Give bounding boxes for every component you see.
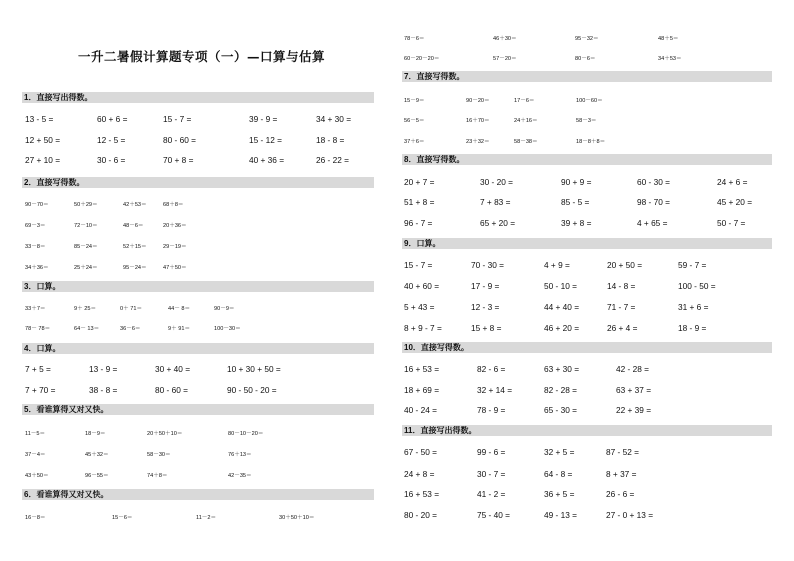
section-heading: 11．直接写出得数。 xyxy=(402,425,772,436)
problem-item: 17－6＝ xyxy=(514,98,535,104)
problem-item: 39 - 9 = xyxy=(249,114,278,124)
problem-item: 20＋50＋10＝ xyxy=(147,431,183,437)
problem-item: 58－3＝ xyxy=(576,118,597,124)
problem-item: 30 + 40 = xyxy=(155,364,191,374)
problem-item: 48＋5＝ xyxy=(658,36,679,42)
problem-item: 68＋8＝ xyxy=(163,202,184,208)
problem-item: 14 - 8 = xyxy=(607,281,636,291)
problem-item: 40 + 36 = xyxy=(249,155,285,165)
problem-item: 90 + 9 = xyxy=(561,177,592,187)
problem-item: 47＋50＝ xyxy=(163,265,187,271)
problem-item: 72－10＝ xyxy=(74,223,98,229)
problem-item: 12 + 50 = xyxy=(25,135,61,145)
problem-item: 40 + 60 = xyxy=(404,281,440,291)
problem-item: 90－70＝ xyxy=(25,202,49,208)
problem-item: 36 + 5 = xyxy=(544,489,575,499)
problem-item: 69－3＝ xyxy=(25,223,46,229)
problem-item: 30 - 6 = xyxy=(97,155,126,165)
problem-item: 87 - 52 = xyxy=(606,447,639,457)
problem-item: 31 + 6 = xyxy=(678,302,709,312)
problem-item: 15 + 8 = xyxy=(471,323,502,333)
problem-item: 7 + 70 = xyxy=(25,385,56,395)
problem-item: 34＋36＝ xyxy=(25,265,49,271)
section-heading: 10．直接写得数。 xyxy=(402,342,772,353)
problem-item: 75 - 40 = xyxy=(477,510,510,520)
problem-item: 0＋ 71＝ xyxy=(120,306,143,312)
problem-item: 63 + 30 = xyxy=(544,364,580,374)
problem-item: 74＋8＝ xyxy=(147,473,168,479)
problem-item: 76＋13＝ xyxy=(228,452,252,458)
problem-item: 20 + 7 = xyxy=(404,177,435,187)
problem-item: 80－6＝ xyxy=(575,56,596,62)
problem-item: 17 - 9 = xyxy=(471,281,500,291)
problem-item: 34 + 30 = xyxy=(316,114,352,124)
problem-item: 5 + 43 = xyxy=(404,302,435,312)
problem-item: 34＋53＝ xyxy=(658,56,682,62)
problem-item: 52＋15＝ xyxy=(123,244,147,250)
problem-item: 33＋7＝ xyxy=(25,306,46,312)
problem-item: 50 - 7 = xyxy=(717,218,746,228)
section-heading: 5．看谁算得又对又快。 xyxy=(22,404,374,415)
problem-item: 16－8＝ xyxy=(25,515,46,521)
problem-item: 56－5＝ xyxy=(404,118,425,124)
problem-item: 46＋30＝ xyxy=(493,36,517,42)
problem-item: 32 + 14 = xyxy=(477,385,513,395)
problem-item: 49 - 13 = xyxy=(544,510,577,520)
section-heading: 7．直接写得数。 xyxy=(402,71,772,82)
problem-item: 26 + 4 = xyxy=(607,323,638,333)
problem-item: 18－9＝ xyxy=(85,431,106,437)
problem-item: 48－6＝ xyxy=(123,223,144,229)
problem-item: 85 - 5 = xyxy=(561,197,590,207)
problem-item: 78 - 9 = xyxy=(477,405,506,415)
problem-item: 96－55＝ xyxy=(85,473,109,479)
problem-item: 8 + 9 - 7 = xyxy=(404,323,442,333)
problem-item: 42＋53＝ xyxy=(123,202,147,208)
problem-item: 100 - 50 = xyxy=(678,281,716,291)
problem-item: 8 + 37 = xyxy=(606,469,637,479)
problem-item: 60－20－20＝ xyxy=(404,56,440,62)
problem-item: 32 + 5 = xyxy=(544,447,575,457)
section-heading: 3．口算。 xyxy=(22,281,374,292)
problem-item: 95－24＝ xyxy=(123,265,147,271)
section-heading: 8．直接写得数。 xyxy=(402,154,772,165)
problem-item: 27 + 10 = xyxy=(25,155,61,165)
problem-item: 18 - 8 = xyxy=(316,135,345,145)
problem-item: 85－24＝ xyxy=(74,244,98,250)
problem-item: 16＋70＝ xyxy=(466,118,490,124)
problem-item: 45＋32＝ xyxy=(85,452,109,458)
problem-item: 41 - 2 = xyxy=(477,489,506,499)
problem-item: 4 + 65 = xyxy=(637,218,668,228)
problem-item: 59 - 7 = xyxy=(678,260,707,270)
problem-item: 37－4＝ xyxy=(25,452,46,458)
problem-item: 80 - 60 = xyxy=(163,135,196,145)
problem-item: 70 + 8 = xyxy=(163,155,194,165)
problem-item: 90 - 50 - 20 = xyxy=(227,385,277,395)
problem-item: 12 - 5 = xyxy=(97,135,126,145)
problem-item: 58－30＝ xyxy=(147,452,171,458)
problem-item: 11－2＝ xyxy=(196,515,217,521)
problem-item: 60 + 6 = xyxy=(97,114,128,124)
problem-item: 29－19＝ xyxy=(163,244,187,250)
problem-item: 4 + 9 = xyxy=(544,260,570,270)
section-heading: 6．看谁算得又对又快。 xyxy=(22,489,374,500)
problem-item: 42 - 28 = xyxy=(616,364,649,374)
problem-item: 33－8＝ xyxy=(25,244,46,250)
problem-item: 24 + 6 = xyxy=(717,177,748,187)
problem-item: 65 + 20 = xyxy=(480,218,516,228)
problem-item: 15 - 12 = xyxy=(249,135,282,145)
problem-item: 44－ 8＝ xyxy=(168,306,191,312)
problem-item: 40 - 24 = xyxy=(404,405,437,415)
problem-item: 39 + 8 = xyxy=(561,218,592,228)
problem-item: 78－6＝ xyxy=(404,36,425,42)
problem-item: 80－10－20＝ xyxy=(228,431,264,437)
problem-item: 15 - 7 = xyxy=(404,260,433,270)
problem-item: 44 + 40 = xyxy=(544,302,580,312)
problem-item: 80 - 20 = xyxy=(404,510,437,520)
problem-item: 100－60＝ xyxy=(576,98,603,104)
problem-item: 71 - 7 = xyxy=(607,302,636,312)
problem-item: 27 - 0 + 13 = xyxy=(606,510,654,520)
problem-item: 98 - 70 = xyxy=(637,197,670,207)
problem-item: 90－9＝ xyxy=(214,306,235,312)
problem-item: 50 - 10 = xyxy=(544,281,577,291)
problem-item: 64 - 8 = xyxy=(544,469,573,479)
problem-item: 65 - 30 = xyxy=(544,405,577,415)
problem-item: 51 + 8 = xyxy=(404,197,435,207)
problem-item: 58－38＝ xyxy=(514,139,538,145)
problem-item: 7 + 5 = xyxy=(25,364,51,374)
problem-item: 7 + 83 = xyxy=(480,197,511,207)
problem-item: 99 - 6 = xyxy=(477,447,506,457)
problem-item: 63 + 37 = xyxy=(616,385,652,395)
problem-item: 20 + 50 = xyxy=(607,260,643,270)
problem-item: 70 - 30 = xyxy=(471,260,504,270)
section-heading: 9．口算。 xyxy=(402,238,772,249)
problem-item: 50＋29＝ xyxy=(74,202,98,208)
problem-item: 57－20＝ xyxy=(493,56,517,62)
problem-item: 24 + 8 = xyxy=(404,469,435,479)
problem-item: 18 - 9 = xyxy=(678,323,707,333)
problem-item: 9＋ 25＝ xyxy=(74,306,97,312)
section-heading: 4．口算。 xyxy=(22,343,374,354)
problem-item: 38 - 8 = xyxy=(89,385,118,395)
problem-item: 13 - 5 = xyxy=(25,114,54,124)
section-heading: 1．直接写出得数。 xyxy=(22,92,374,103)
problem-item: 15－6＝ xyxy=(112,515,133,521)
problem-item: 45 + 20 = xyxy=(717,197,753,207)
problem-item: 46 + 20 = xyxy=(544,323,580,333)
problem-item: 18 + 69 = xyxy=(404,385,440,395)
problem-item: 90－20＝ xyxy=(466,98,490,104)
problem-item: 10 + 30 + 50 = xyxy=(227,364,281,374)
problem-item: 23＋32＝ xyxy=(466,139,490,145)
problem-item: 20＋36＝ xyxy=(163,223,187,229)
problem-item: 36－6＝ xyxy=(120,326,141,332)
section-heading: 2．直接写得数。 xyxy=(22,177,374,188)
problem-item: 12 - 3 = xyxy=(471,302,500,312)
problem-item: 37＋6＝ xyxy=(404,139,425,145)
problem-item: 78－ 78＝ xyxy=(25,326,51,332)
problem-item: 42－35＝ xyxy=(228,473,252,479)
problem-item: 9＋ 91＝ xyxy=(168,326,191,332)
problem-item: 24＋16＝ xyxy=(514,118,538,124)
problem-item: 43＋50＝ xyxy=(25,473,49,479)
problem-item: 15－9＝ xyxy=(404,98,425,104)
problem-item: 30 - 7 = xyxy=(477,469,506,479)
problem-item: 22 + 39 = xyxy=(616,405,652,415)
problem-item: 64－ 13＝ xyxy=(74,326,100,332)
problem-item: 82 - 28 = xyxy=(544,385,577,395)
problem-item: 30＋50＋10＝ xyxy=(279,515,315,521)
problem-item: 13 - 9 = xyxy=(89,364,118,374)
problem-item: 11－5＝ xyxy=(25,431,46,437)
problem-item: 80 - 60 = xyxy=(155,385,188,395)
problem-item: 15 - 7 = xyxy=(163,114,192,124)
problem-item: 82 - 6 = xyxy=(477,364,506,374)
page-title: 一升二暑假计算题专项（一）—口算与估算 xyxy=(78,49,326,64)
problem-item: 18－8＋8＝ xyxy=(576,139,606,145)
problem-item: 96 - 7 = xyxy=(404,218,433,228)
problem-item: 30 - 20 = xyxy=(480,177,513,187)
problem-item: 60 - 30 = xyxy=(637,177,670,187)
problem-item: 16 + 53 = xyxy=(404,489,440,499)
problem-item: 67 - 50 = xyxy=(404,447,437,457)
problem-item: 100－30＝ xyxy=(214,326,241,332)
problem-item: 25＋24＝ xyxy=(74,265,98,271)
problem-item: 16 + 53 = xyxy=(404,364,440,374)
problem-item: 26 - 22 = xyxy=(316,155,349,165)
problem-item: 95－32＝ xyxy=(575,36,599,42)
problem-item: 26 - 6 = xyxy=(606,489,635,499)
